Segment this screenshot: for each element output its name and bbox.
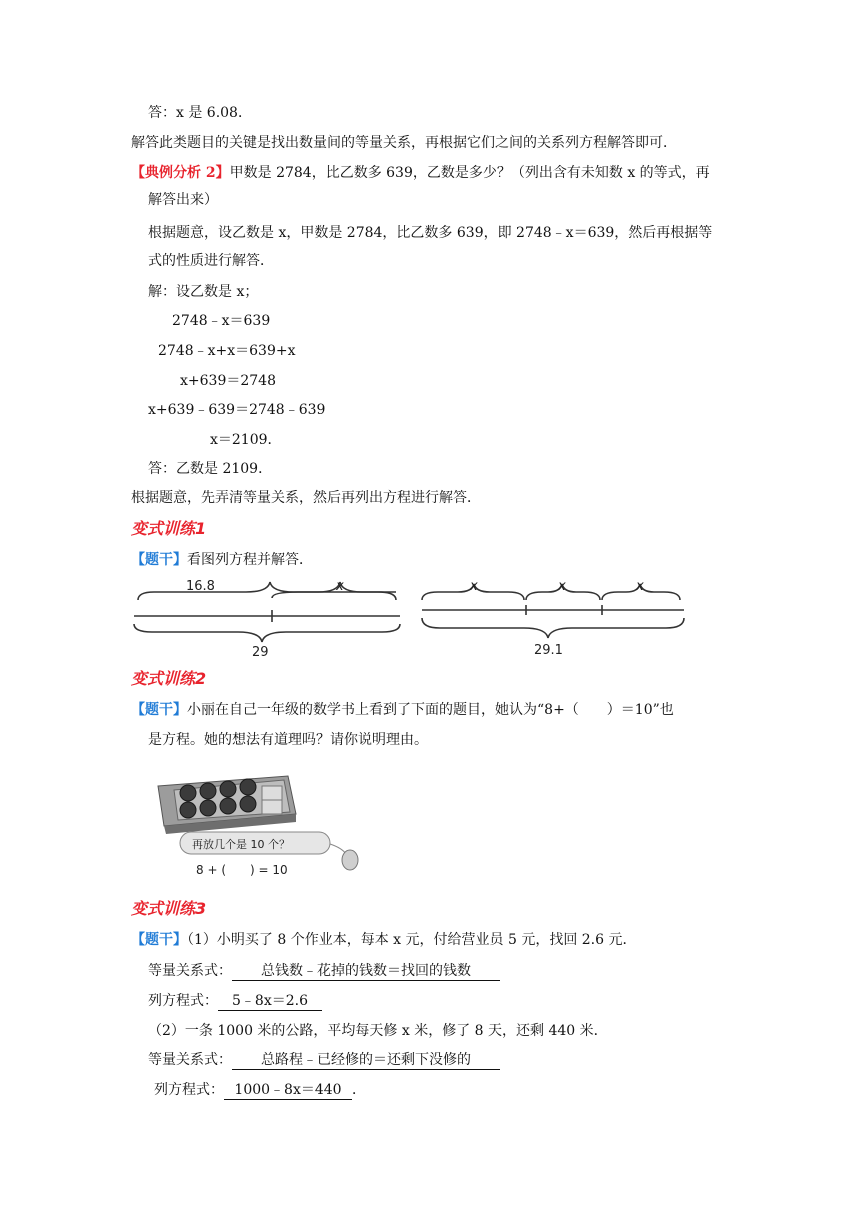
example-2-label: 【典例分析 2】: [131, 165, 230, 181]
analysis-line-1: 根据题意，设乙数是 x，甲数是 2784，比乙数多 639，即 2748﹣x＝639，然后再根据等: [148, 225, 713, 241]
bar-diagram-2: [422, 584, 684, 638]
section-title-1: 变式训练1: [131, 519, 207, 538]
analysis-line-2: 式的性质进行解答．: [148, 253, 274, 269]
solution-step-4: x+639﹣639＝2748﹣639: [148, 402, 326, 418]
equation-label-2: 列方程式：: [154, 1082, 224, 1098]
equation-line-2: [154, 1080, 366, 1100]
label-x-3: x: [636, 579, 644, 594]
question-label: 【题干】: [131, 552, 187, 568]
label-16-8: 16.8: [186, 579, 215, 594]
section-1-question: [131, 550, 313, 570]
example-2-text-cont: 解答出来）: [148, 192, 218, 208]
example-2-text: 甲数是 2784，比乙数多 639，乙数是多少？（列出含有未知数 x 的等式，再: [229, 165, 710, 181]
equation-label-1: 列方程式：: [148, 993, 218, 1009]
equation-answer-2: 1000﹣8x＝440: [224, 1081, 352, 1100]
apple-tray-picture: [150, 760, 365, 880]
solution-step-1: 2748﹣x＝639: [172, 313, 271, 329]
relation-label-2: 等量关系式：: [148, 1052, 232, 1068]
note-line-1: 解答此类题目的关键是找出数量间的等量关系，再根据它们之间的关系列方程解答即可．: [131, 135, 677, 151]
equation-answer-1: 5﹣8x＝2.6: [218, 992, 322, 1011]
relation-label-1: 等量关系式：: [148, 963, 232, 979]
bar-diagram-1: [134, 582, 400, 642]
relation-line-2: [148, 1050, 500, 1070]
section-2-question: [131, 700, 674, 720]
brace-top-left: [138, 582, 396, 600]
label-29: 29: [252, 645, 269, 660]
label-29-1: 29.1: [534, 643, 563, 658]
label-x: x: [336, 579, 344, 594]
relation-line-1: [148, 961, 500, 981]
solution-step-5: x＝2109．: [210, 432, 282, 448]
relation-answer-1: 总钱数﹣花掉的钱数＝找回的钱数: [232, 962, 500, 981]
label-x-2: x: [558, 579, 566, 594]
note-line-2: 根据题意，先弄清等量关系，然后再列出方程进行解答．: [131, 490, 481, 506]
question-text-2b: 是方程。她的想法有道理吗？请你说明理由。: [148, 732, 428, 748]
solution-step-3: x+639＝2748: [180, 373, 276, 389]
bar-diagrams: [128, 578, 688, 664]
character-icon: [342, 850, 358, 870]
question-text-2a: 小丽在自己一年级的数学书上看到了下面的题目，她认为“8+（ ）＝10”也: [187, 702, 674, 718]
picture-equation: 8 + ( ) = 10: [196, 863, 288, 877]
question-text-3a: （1）小明买了 8 个作业本，每本 x 元，付给营业员 5 元，找回 2.6 元．: [187, 932, 637, 948]
brace-top-right: [272, 582, 396, 600]
solution-step-2: 2748﹣x+x＝639+x: [158, 343, 296, 359]
bubble-tail: [330, 844, 346, 854]
question-label-3: 【题干】: [131, 932, 187, 948]
equation-line-1: [148, 991, 322, 1011]
question-label-2: 【题干】: [131, 702, 187, 718]
empty-slot-2: [262, 800, 282, 814]
answer-line-2: 答：乙数是 2109．: [148, 461, 273, 477]
bubble-text: 再放几个是 10 个？: [192, 838, 290, 851]
label-x-1: x: [470, 579, 478, 594]
example-2-line: [131, 163, 710, 183]
brace-bottom: [134, 624, 400, 642]
equation-tail: ．: [352, 1082, 366, 1098]
section-title-2: 变式训练2: [131, 669, 207, 688]
relation-answer-2: 总路程﹣已经修的＝还剩下没修的: [232, 1051, 500, 1070]
solution-intro: 解：设乙数是 x；: [148, 284, 259, 300]
section-3-question-1: [131, 930, 636, 950]
empty-slot-1: [262, 786, 282, 800]
question-text-3b: （2）一条 1000 米的公路，平均每天修 x 米，修了 8 天，还剩 440 米．: [148, 1023, 608, 1039]
answer-line-1: 答：x 是 6.08．: [148, 105, 252, 121]
brace-bottom-2: [422, 618, 684, 638]
section-title-3: 变式训练3: [131, 899, 207, 918]
question-text: 看图列方程并解答．: [187, 552, 313, 568]
